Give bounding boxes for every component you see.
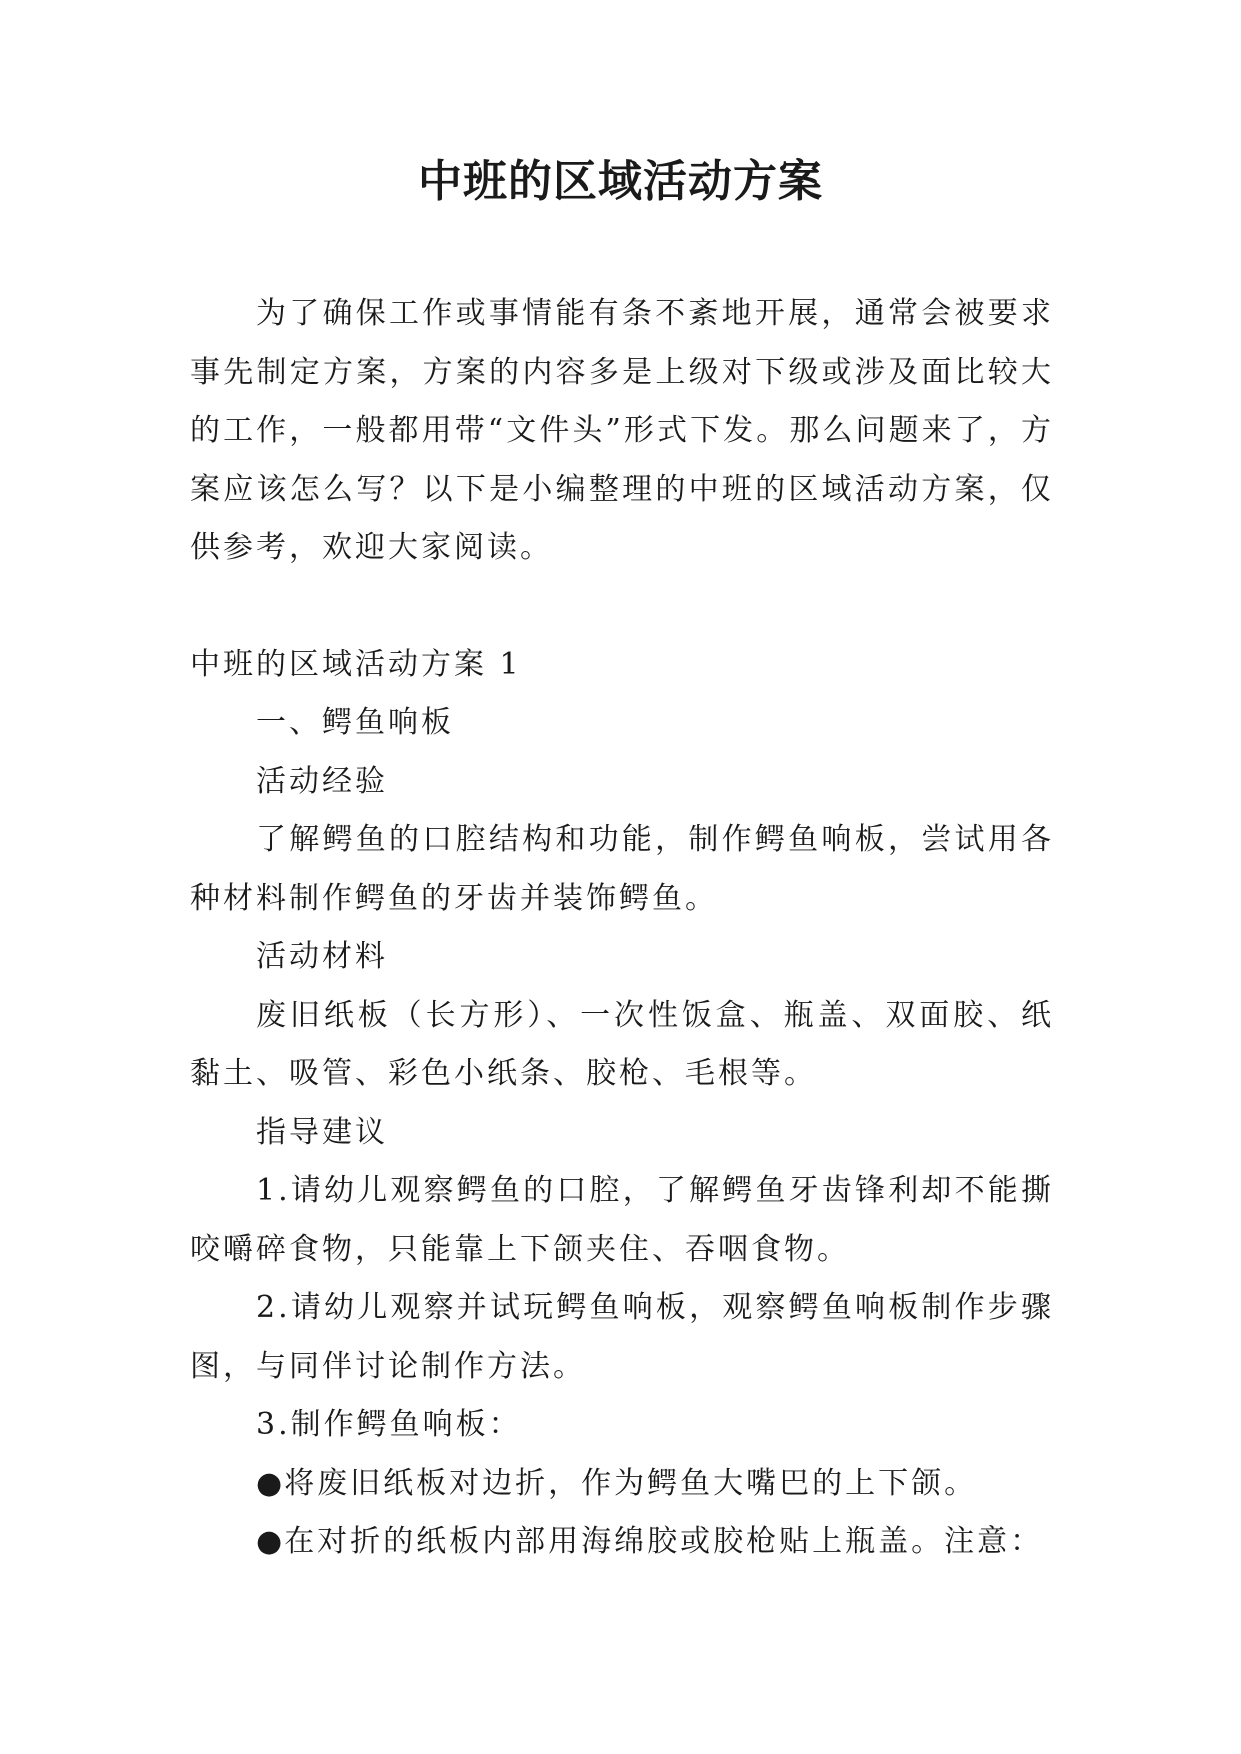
bullet-dot-icon: ● [256, 1465, 283, 1501]
materials-text: 废旧纸板（长方形）、一次性饭盒、瓶盖、双面胶、纸黏土、吸管、彩色小纸条、胶枪、毛根等。 [190, 997, 1054, 1091]
page-title: 中班的区域活动方案 [418, 156, 823, 207]
bullet-dot-icon: ● [256, 1524, 283, 1559]
paragraph-gap [190, 578, 1054, 636]
experience-heading: 活动经验 [256, 763, 388, 799]
guidance-heading: 指导建议 [256, 1114, 388, 1150]
section-heading: 中班的区域活动方案 1 [190, 646, 522, 682]
bullet-text: 在对折的纸板内部用海绵胶或胶枪贴上瓶盖。注意： [284, 1524, 1044, 1559]
guidance-item-2: 2.请幼儿观察并试玩鳄鱼响板，观察鳄鱼响板制作步骤图，与同伴讨论制作方法。 [190, 1290, 1054, 1384]
bullet-item-1 [190, 1455, 1054, 1514]
materials-heading: 活动材料 [256, 939, 388, 974]
guidance-item-3: 3.制作鳄鱼响板： [256, 1407, 522, 1442]
bullet-item-2 [190, 1513, 1054, 1572]
bullet-text: 将废旧纸板对边折，作为鳄鱼大嘴巴的上下颌。 [284, 1465, 978, 1501]
sub-heading: 一、鳄鱼响板 [256, 705, 454, 740]
intro-paragraph: 为了确保工作或事情能有条不紊地开展，通常会被要求事先制定方案，方案的内容多是上级对下级或涉及面比较大的工作，一般都用带“文件头”形式下发。那么问题来了，方案应该怎么写？以下是小编整理的中班的区域活动方案，仅供参考，欢迎大家阅读。 [190, 296, 1054, 565]
guidance-item-1: 1.请幼儿观察鳄鱼的口腔，了解鳄鱼牙齿锋利却不能撕咬嚼碎食物，只能靠上下颌夹住、吞咽食物。 [190, 1173, 1054, 1267]
document-body [190, 285, 1054, 1572]
experience-text: 了解鳄鱼的口腔结构和功能，制作鳄鱼响板，尝试用各种材料制作鳄鱼的牙齿并装饰鳄鱼。 [190, 822, 1054, 916]
